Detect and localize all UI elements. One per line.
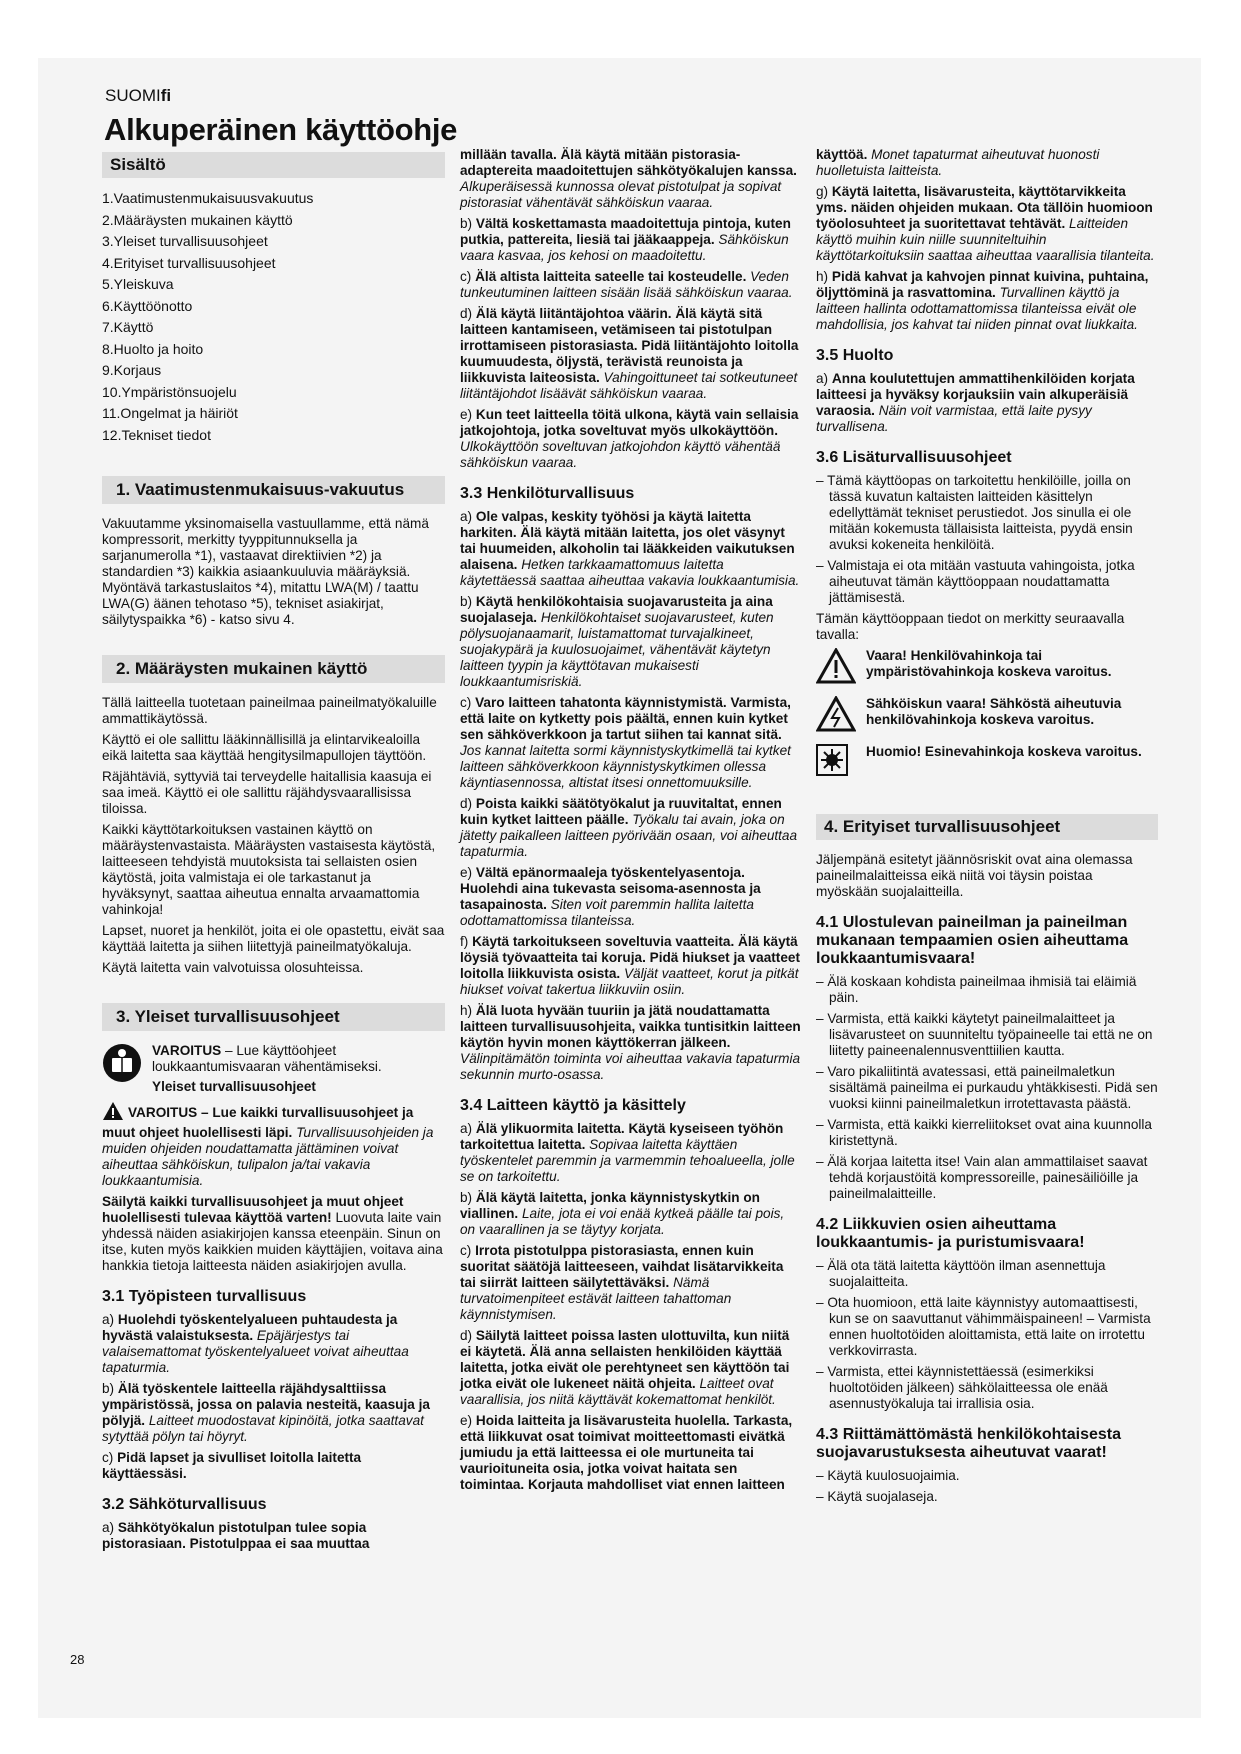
toc-item[interactable]: 2.Määräysten mukainen käyttö [102,211,293,228]
section-2-heading: 2. Määräysten mukainen käyttö [102,655,445,683]
paragraph: e) Vältä epänormaaleja työskentelyasentoja. Huolehdi aina tukevasta seisoma-asennosta ja tasapainosta. Siten voit paremmin hallita laitetta odottamattomissa tilanteissa. [460,865,761,928]
toc-item[interactable]: 9.Korjaus [102,362,162,378]
bullet-list [816,473,1158,606]
paragraph: Kaikki käyttötarkoituksen vastainen käyttö on määräystenvastaista. Määräysten vastaisesta käytöstä, laitteeseen tehdyistä muutoksista tai sellaisten osien käytöstä, joita valmistaja ei ole tarkastanut ja hyväksynyt, saattaa aiheutua ennalta arvaamattomia vahinkoja! [102,822,436,917]
read-manual-warning: VAROITUS – Lue käyttöohjeet loukkaantumisvaaran vähentämiseksi. Yleiset turvallisuusohjeet [102,1043,445,1095]
toc-item[interactable]: 10.Ympäristönsuojelu [102,383,237,400]
symbol-electric-shock: Sähköiskun vaara! Sähköstä aiheutuvia henkilövahinkoja koskeva varoitus. [816,696,1158,738]
section-3-1-heading: 3.1 Työpisteen turvallisuus [102,1288,307,1305]
list-item: – Käytä suojalaseja. [816,1489,938,1504]
paragraph: b) Älä käytä laitetta, jonka käynnistyskytkin on viallinen. Laite, jota ei voi enää kytkeä päälle tai pois, on vaarallinen ja se täytyy korjata. [460,1190,785,1237]
bullet-list [816,1258,1158,1412]
paragraph: b) Käytä henkilökohtaisia suojavarusteita ja aina suojalaseja. Henkilökohtaiset suojavarusteet, kuten pölysuojanaamarit, luistamattomat turvajalkineet, suojakypärä ja kuulosuojaimet, vähentävät käytetyn laitteen tyypin ja käyttötavan mukaisesti loukkaantumisriskiä. [460,594,774,689]
section-4-2-heading: 4.2 Liikkuvien osien aiheuttama loukkaantumis- ja puristumisvaara! [816,1216,1085,1251]
paragraph: g) Käytä laitetta, lisävarusteita, käyttötarvikkeita yms. näiden ohjeiden mukaan. Ota tällöin huomioon työolosuhteet ja suoritettavat tehtävät. Laitteiden käyttö muihin kuin niille suunniteltuihin käyttötarkoituksiin saattaa aiheuttaa vaarallisia tilanteita. [816,184,1155,263]
paragraph: f) Käytä tarkoitukseen soveltuvia vaatteita. Älä käytä löysiä työvaatteita tai koruja. Pidä hiukset ja vaatteet loitolla liikkuvista osista. Väljät vaatteet, korut ja pitkät hiukset voivat takertua liikkuviin osiin. [460,934,800,997]
bullet-list [816,974,1158,1202]
list-item: – Käytä kuulosuojaimia. [816,1468,960,1483]
section-4-1-heading: 4.1 Ulostulevan paineilman ja paineilman mukanaan tempaamien osien aiheuttama loukkaantumisvaara! [816,914,1129,967]
column-3 [816,147,1158,1510]
warning-triangle-icon [816,648,856,690]
page-number: 28 [70,1652,85,1667]
toc-heading: Sisältö [102,152,445,178]
list-item: – Varmista, että kaikki käytetyt paineilmalaitteet ja lisävarusteet on suunniteltu työpaineelle tai että ne on liitetty paineenalennusventtiilien kautta. [816,1011,1153,1058]
paragraph: c) Pidä lapset ja sivulliset loitolla laitetta käyttäessäsi. [102,1450,362,1481]
paragraph: a) Huolehdi työskentelyalueen puhtaudesta ja hyvästä valaistuksesta. Epäjärjestys tai valaisemattomat työskentelyalueet voivat aiheuttaa tapaturmia. [102,1312,409,1375]
read-manual-icon [102,1043,142,1085]
paragraph: d) Poista kaikki säätötyökalut ja ruuvitaltat, ennen kuin kytket laitteen päälle. Työkalu tai avain, joka on jätetty paikalleen laitteen pyörivään osaan, voi aiheuttaa tapaturmia. [460,796,798,859]
paragraph: a) Anna koulutettujen ammattihenkilöiden korjata laitteesi ja hyväksy korjauksiin vain alkuperäisiä varaosia. Näin voit varmistaa, että laite pysyy turvallisena. [816,371,1135,434]
section-3-5-heading: 3.5 Huolto [816,347,894,364]
paragraph: Jäljempänä esitetyt jäännösriskit ovat aina olemassa paineilmalaitteissa eikä niitä voi täysin poistaa myöskään suojalaitteilla. [816,852,1133,899]
column-1 [102,152,445,1557]
general-safety-subtitle: Yleiset turvallisuusohjeet [152,1079,316,1094]
paragraph: d) Älä käytä liitäntäjohtoa väärin. Älä käytä sitä laitteen kantamiseen, vetämiseen tai pistotulpan irrottamiseen pistorasiasta. Pidä liitäntäjohto loitolla kuumuudesta, öljystä, terävistä reunoista ja liikkuvista laiteosista. Vahingoittuneet tai sotkeutuneet liitäntäjohdot lisäävät sähköiskun vaaraa. [460,306,799,401]
list-item: – Älä koskaan kohdista paineilmaa ihmisiä tai eläimiä päin. [816,974,1137,1005]
toc-item[interactable]: 7.Käyttö [102,319,154,335]
paragraph: c) Irrota pistotulppa pistorasiasta, ennen kuin suoritat säätöjä laitteeseen, vaihdat lisätarvikkeita tai siirrät laitteen säilytettäväksi. Nämä turvatoimenpiteet estävät laitteen tahattoman käynnistymisen. [460,1243,784,1322]
list-item: – Älä korjaa laitetta itse! Vain alan ammattilaiset saavat tehdä korjaustöitä kompressoreille, painesäiliöille ja paineilmalaitteille. [816,1154,1148,1201]
paragraph: Lapset, nuoret ja henkilöt, joita ei ole opastettu, eivät saa käyttää laitetta ja siihen liitettyjä paineilmatyökaluja. [102,923,445,954]
section-3-6-heading: 3.6 Lisäturvallisuusohjeet [816,449,1012,466]
property-damage-icon [816,744,856,786]
section-1-heading: 1. Vaatimustenmukaisuus-vakuutus [102,476,445,504]
toc-item[interactable]: 1.Vaatimustenmukaisuusvakuutus [102,190,314,206]
paragraph: d) Säilytä laitteet poissa lasten ulottuvilta, kun niitä ei käytetä. Älä anna sellaisten henkilöiden käyttää laitetta, jotka eivät ole perehtyneet sen käyttöön tai jotka eivät ole lukeneet näitä ohjeita. Laitteet ovat vaarallisia, jos niitä käyttävät kokemattomat henkilöt. [460,1328,790,1407]
paragraph: a) Sähkötyökalun pistotulpan tulee sopia pistorasiaan. Pistotulppaa ei saa muuttaa [102,1520,370,1551]
symbol-danger: Vaara! Henkilövahinkoja tai ympäristövahinkoja koskeva varoitus. [816,648,1158,690]
section-4-heading: 4. Erityiset turvallisuusohjeet [816,814,1158,840]
section-1-text: Vakuutamme yksinomaisella vastuullamme, että nämä kompressorit, merkitty tyyppitunnuksella ja sarjanumerolla *1), vastaavat direktiivien *2) ja standardien *3) kaikkia asiaankuuluvia määräyksiä. Myöntävä tarkastuslaitos *4), mitattu LWA(M) / taattu LWA(G) äänen tehotaso *5), tekniset asiakirjat, säilytyspaikka *6) - katso sivu 4. [102,516,429,627]
toc-item[interactable]: 5.Yleiskuva [102,276,174,292]
paragraph: b) Vältä koskettamasta maadoitettuja pintoja, kuten putkia, pattereita, liesiä tai jääkaappeja. Sähköiskun vaara kasvaa, jos kehosi on maadoitettu. [460,216,791,263]
paragraph: a) Älä ylikuormita laitetta. Käytä kyseiseen työhön tarkoitettua laitetta. Sopivaa laitetta käyttäen työskentelet paremmin ja varmemmin tehoalueella, jolle se on tarkoitettu. [460,1121,795,1184]
paragraph: c) Varo laitteen tahatonta käynnistymistä. Varmista, että laite on kytketty pois päältä, ennen kuin kytket sen sähköverkkoon ja tartut siihen tai kannat sitä. Jos kannat laitetta sormi käynnistyskytkimellä tai kytket laitteen sähköverkkoon käynnistyskytkimen ollessa käyntiasennossa, altistat itsesi onnettomuuksille. [460,695,791,790]
bullet-list [816,1468,1158,1505]
paragraph: h) Pidä kahvat ja kahvojen pinnat kuivina, puhtaina, öljyttöminä ja rasvattomina. Turvallinen käyttö ja laitteen hallinta odottamattomissa tilanteissa eivät ole mahdollisia, jos kahvat tai niiden pinnat ovat liukkaita. [816,269,1149,332]
paragraph: b) Älä työskentele laitteella räjähdysalttiissa ympäristössä, jossa on palavia nesteitä, kaasuja ja pölyjä. Laitteet muodostavat kipinöitä, jotka saattavat sytyttää pölyn tai höyryt. [102,1381,430,1444]
page-title: Alkuperäinen käyttöohje [104,112,458,147]
warning-triangle-icon [102,1101,124,1125]
paragraph: millään tavalla. Älä käytä mitään pistorasia-adaptereita maadoitettujen sähkötyökalujen kanssa. Alkuperäisessä kunnossa olevat pistotulpat ja sopivat pistorasiat vähentävät sähköiskun vaaraa. [460,147,797,210]
section-3-2-heading: 3.2 Sähköturvallisuus [102,1496,267,1513]
section-3-3-heading: 3.3 Henkilöturvallisuus [460,485,635,502]
electric-shock-icon [816,696,856,738]
list-item: – Ota huomioon, että laite käynnistyy automaattisesti, kun se on saavuttanut vähimmäispaineen! – Varmista ennen huoltotöiden aloittamista, että laite on irrotettu verkkovirrasta. [816,1295,1151,1358]
toc-item[interactable]: 4.Erityiset turvallisuusohjeet [102,254,276,271]
toc-item[interactable]: 8.Huolto ja hoito [102,340,204,357]
section-3-heading: 3. Yleiset turvallisuusohjeet [102,1003,445,1031]
paragraph: h) Älä luota hyvään tuuriin ja jätä noudattamatta laitteen turvallisuusohjeita, vaikka tuntisitkin laitteen käytön hyvin monen käyttökerran jälkeen. Välinpitämätön toiminta voi aiheuttaa vakavia tapaturmia sekunnin murto-osassa. [460,1003,801,1082]
paragraph: e) Kun teet laitteella töitä ulkona, käytä vain sellaisia jatkojohtoja, jotka soveltuvat myös ulkokäyttöön. Ulkokäyttöön soveltuvan jatkojohdon käyttö vähentää sähköiskun vaaraa. [460,407,799,470]
toc-item[interactable]: 6.Käyttöönotto [102,297,193,314]
table-of-contents [102,188,445,446]
paragraph: Tämän käyttöoppaan tiedot on merkitty seuraavalla tavalla: [816,611,1125,642]
list-item: – Varmista, että kaikki kierreliitokset ovat aina kuunnolla kiristettynä. [816,1117,1152,1148]
toc-item[interactable]: 11.Ongelmat ja häiriöt [102,405,238,421]
warning-paragraph: VAROITUS – Lue kaikki turvallisuusohjeet ja muut ohjeet huolellisesti läpi. Turvallisuusohjeiden ja muiden ohjeiden noudattamatta jättäminen voivat aiheuttaa sähköiskun, tulipalon ja/tai vakavia loukkaantumisia. [102,1101,445,1189]
paragraph: a) Ole valpas, keskity työhösi ja käytä laitetta harkiten. Älä käytä mitään laitetta, jos olet väsynyt tai huumeiden, alkoholin tai lääkkeiden vaikutuksen alaisena. Hetken tarkkaamattomuus laitetta käytettäessä saattaa aiheuttaa vakavia loukkaantumisia. [460,509,800,588]
list-item: – Varo pikaliitintä avatessasi, että paineilmaletkun sisältämä paineilma ei purkaudu yhtäkkisesti. Pidä sen vuoksi kiinni paineilmaletkun irrotettavasta päästä. [816,1064,1158,1111]
column-2 [460,147,801,1498]
paragraph: Säilytä kaikki turvallisuusohjeet ja muut ohjeet huolellisesti tulevaa käyttöä varten! Luovuta laite vain yhdessä näiden asiakirjojen kanssa eteenpäin. Sinun on itse, kuten myös kaikkien muiden käyttäjien, voitava aina hankkia tietoja laitteesta näiden asiakirjojen avulla. [102,1194,443,1273]
symbol-property-damage: Huomio! Esinevahinkoja koskeva varoitus. [816,744,1158,786]
paragraph: käyttöä. Monet tapaturmat aiheutuvat huonosti huolletuista laitteista. [816,147,1100,178]
section-4-3-heading: 4.3 Riittämättömästä henkilökohtaisesta suojavarustuksesta aiheutuvat vaarat! [816,1426,1121,1461]
paragraph: Räjähtäviä, syttyviä tai terveydelle haitallisia kaasuja ei saa imeä. Käyttö ei ole sallittu räjähdysvaarallisissa tiloissa. [102,769,432,816]
list-item: – Älä ota tätä laitetta käyttöön ilman asennettuja suojalaitteita. [816,1258,1106,1289]
language-label: SUOMIfi [105,86,172,105]
paragraph: e) Hoida laitteita ja lisävarusteita huolella. Tarkasta, että liikkuvat osat toimivat moitteettomasti eivätkä jumiudu ja että laitteessa ei ole murtuneita tai vaurioituneita osia, jotka voivat haitata sen toimintaa. Korjauta mahdolliset viat ennen laitteen [460,1413,793,1492]
paragraph: Käytä laitetta vain valvotuissa olosuhteissa. [102,960,364,975]
list-item: – Varmista, ettei käynnistettäessä (esimerkiksi huoltotöiden jälkeen) sähkölaitteessa ole enää asennustyökaluja tai irrallisia osia. [816,1364,1108,1411]
list-item: – Valmistaja ei ota mitään vastuuta vahingoista, jotka aiheutuvat tämän käyttöoppaan noudattamatta jättämisestä. [816,558,1135,605]
paragraph: Tällä laitteella tuotetaan paineilmaa paineilmatyökaluille ammattikäytössä. [102,695,437,726]
paragraph: c) Älä altista laitteita sateelle tai kosteudelle. Veden tunkeutuminen laitteen sisään lisää sähköiskun vaaraa. [460,269,793,300]
paragraph: Käyttö ei ole sallittu lääkinnällisillä ja elintarvikealoilla eikä laitetta saa käyttää hengitysilmapullojen täyttöön. [102,732,427,763]
toc-item[interactable]: 12.Tekniset tiedot [102,426,211,443]
toc-item[interactable]: 3.Yleiset turvallisuusohjeet [102,233,268,249]
section-3-4-heading: 3.4 Laitteen käyttö ja käsittely [460,1097,686,1114]
list-item: – Tämä käyttöopas on tarkoitettu henkilöille, joilla on tässä kuvatun kaltaisten laitteiden käsittelyn edellyttämät tekniset perustiedot. Jos sinulla ei ole mitään kokemusta tällaisista laitteista, pyydä ensin avuksi kokeneita henkilöitä. [816,473,1133,552]
